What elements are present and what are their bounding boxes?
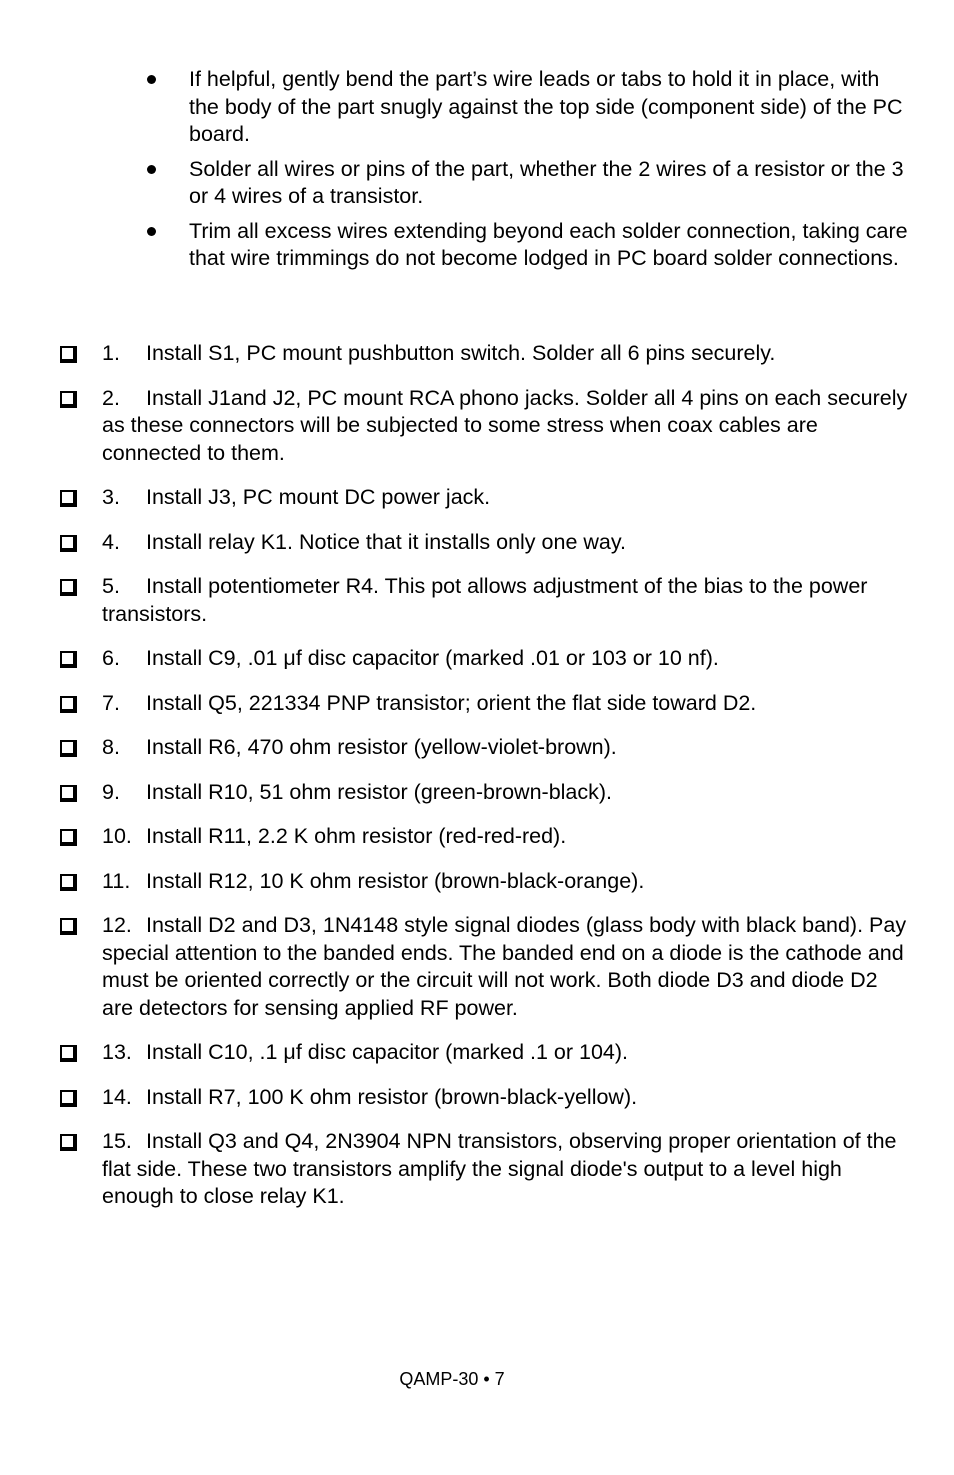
step-number: 9. <box>102 779 120 804</box>
checkbox-icon[interactable] <box>60 1045 77 1062</box>
footer-page-number: QAMP-30 • 7 <box>399 1369 505 1389</box>
step-item <box>0 779 954 807</box>
step-text: Install R7, 100 K ohm resistor (brown-black-yellow). <box>146 1084 638 1109</box>
bullet-item <box>0 66 954 149</box>
step-text: Install R11, 2.2 K ohm resistor (red-red-red). <box>146 824 567 848</box>
step-item <box>0 912 954 1022</box>
step-item <box>0 529 954 557</box>
step-text: Install C9, .01 μf disc capacitor (marked .01 or 103 or 10 nf). <box>146 646 719 670</box>
checkbox-icon[interactable] <box>60 740 77 757</box>
step-number: 5. <box>102 574 120 598</box>
step-number: 2. <box>102 385 120 410</box>
step-number: 7. <box>102 690 120 715</box>
step-checklist <box>0 340 954 1228</box>
step-item <box>0 1084 954 1112</box>
step-item <box>0 385 954 468</box>
checkbox-icon[interactable] <box>60 918 77 935</box>
step-text: Install C10, .1 μf disc capacitor (marked .1 or 104). <box>146 1040 629 1064</box>
step-number: 4. <box>102 529 120 554</box>
step-item <box>0 645 954 673</box>
step-number: 1. <box>102 341 120 365</box>
bullet-list <box>0 66 954 280</box>
checkbox-icon[interactable] <box>60 535 77 552</box>
step-item <box>0 573 954 628</box>
checkbox-icon[interactable] <box>60 696 77 713</box>
step-text: Install D2 and D3, 1N4148 style signal diodes (glass body with black band). Pay special attention to the banded ends. The banded end on a diode is the cathode and must be oriented correctly or the circuit will not work. Both diode D3 and diode D2 are detectors for sensing applied RF power. <box>102 913 907 1020</box>
step-text: Install Q5, 221334 PNP transistor; orient the flat side toward D2. <box>146 690 757 715</box>
bullet-item <box>0 156 954 211</box>
step-number: 15. <box>102 1129 132 1153</box>
step-item <box>0 340 954 368</box>
bullet-dot-icon <box>147 227 156 236</box>
step-number: 3. <box>102 485 120 509</box>
bullet-text: Solder all wires or pins of the part, whether the 2 wires of a resistor or the 3 or 4 wires of a transistor. <box>189 156 904 208</box>
step-item <box>0 868 954 896</box>
checkbox-icon[interactable] <box>60 391 77 408</box>
step-text: Install J3, PC mount DC power jack. <box>146 485 491 509</box>
bullet-dot-icon <box>147 165 156 174</box>
bullet-text: If helpful, gently bend the part’s wire leads or tabs to hold it in place, with the body of the part snugly against the top side (component side) of the PC board. <box>189 67 903 146</box>
step-item <box>0 690 954 718</box>
bullet-dot-icon <box>147 75 156 84</box>
checkbox-icon[interactable] <box>60 490 77 507</box>
step-text: Install relay K1. Notice that it installs only one way. <box>146 529 626 554</box>
step-text: Install Q3 and Q4, 2N3904 NPN transistors, observing proper orientation of the flat side. These two transistors amplify the signal diode's output to a level high enough to close relay K1. <box>102 1129 897 1208</box>
step-item <box>0 1039 954 1067</box>
step-item <box>0 823 954 851</box>
step-number: 8. <box>102 735 120 759</box>
checkbox-icon[interactable] <box>60 346 77 363</box>
step-number: 10. <box>102 824 132 848</box>
checkbox-icon[interactable] <box>60 1090 77 1107</box>
step-text: Install J1and J2, PC mount RCA phono jacks. Solder all 4 pins on each securely as these connectors will be subjected to some stress when coax cables are connected to them. <box>102 385 908 465</box>
step-text: Install R12, 10 K ohm resistor (brown-black-orange). <box>146 868 645 893</box>
step-number: 11. <box>102 868 131 893</box>
step-number: 14. <box>102 1084 132 1109</box>
checkbox-icon[interactable] <box>60 1134 77 1151</box>
step-item <box>0 484 954 512</box>
step-number: 6. <box>102 646 120 670</box>
bullet-text: Trim all excess wires extending beyond each solder connection, taking care that wire trimmings do not become lodged in PC board solder connections. <box>189 218 908 270</box>
step-text: Install potentiometer R4. This pot allows adjustment of the bias to the power transistors. <box>102 574 868 626</box>
step-text: Install S1, PC mount pushbutton switch. Solder all 6 pins securely. <box>146 341 776 365</box>
page-footer <box>0 1368 954 1390</box>
step-item <box>0 1128 954 1211</box>
bullet-item <box>0 218 954 273</box>
step-item <box>0 734 954 762</box>
checkbox-icon[interactable] <box>60 874 77 891</box>
checkbox-icon[interactable] <box>60 829 77 846</box>
checkbox-icon[interactable] <box>60 785 77 802</box>
step-text: Install R10, 51 ohm resistor (green-brown-black). <box>146 779 613 804</box>
checkbox-icon[interactable] <box>60 579 77 596</box>
step-number: 12. <box>102 913 132 937</box>
checkbox-icon[interactable] <box>60 651 77 668</box>
step-text: Install R6, 470 ohm resistor (yellow-violet-brown). <box>146 735 617 759</box>
step-number: 13. <box>102 1040 132 1064</box>
